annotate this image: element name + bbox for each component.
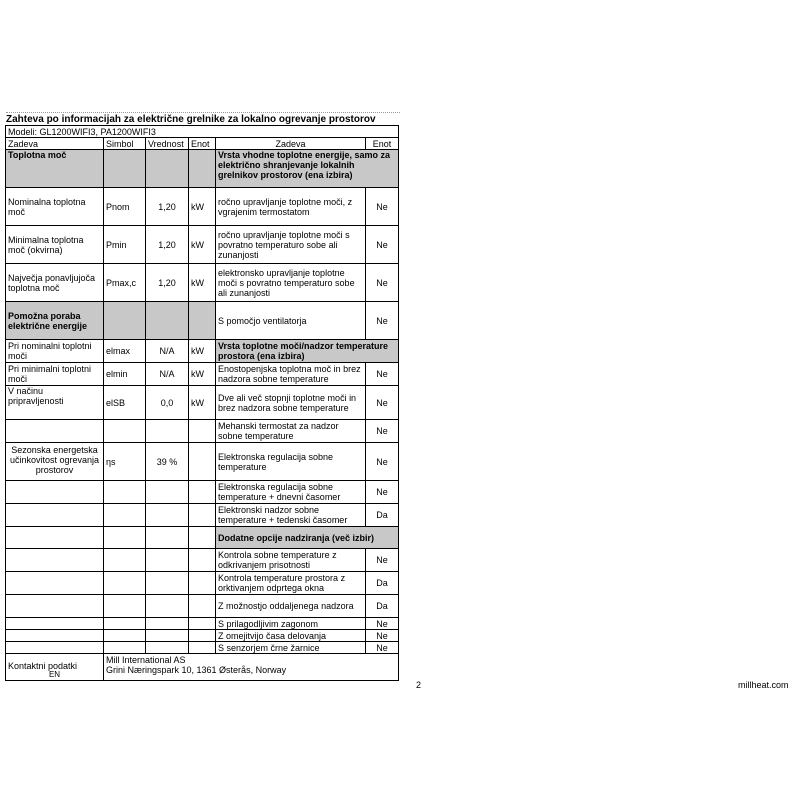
row-answer: Ne <box>366 264 399 302</box>
row-value: 1,20 <box>146 188 189 226</box>
row-unit: kW <box>189 340 216 363</box>
row-option: Kontrola sobne temperature z odkrivanjem prisotnosti <box>216 549 366 572</box>
contact-details <box>104 654 399 681</box>
row-symbol: Pmax,c <box>104 264 146 302</box>
row-unit: kW <box>189 363 216 386</box>
row-label: Pri nominalni toplotni moči <box>6 340 104 363</box>
seasonal-efficiency-value: 39 % <box>146 443 189 481</box>
section-additional-control: Dodatne opcije nadziranja (več izbir) <box>216 527 399 549</box>
row-symbol: Pnom <box>104 188 146 226</box>
row-answer: Da <box>366 595 399 618</box>
language-label: EN <box>48 670 61 679</box>
row-symbol: elmin <box>104 363 146 386</box>
row-option: Enostopenjska toplotna moč in brez nadzora sobne temperature <box>216 363 366 386</box>
row-answer: Ne <box>366 618 399 630</box>
row-answer: Ne <box>366 420 399 443</box>
header-right-unit: Enot <box>366 138 399 150</box>
table-row <box>6 340 399 363</box>
row-label: Nominalna toplotna moč <box>6 188 104 226</box>
row-option: Elektronska regulacija sobne temperature <box>216 443 366 481</box>
header-value: Vrednost <box>146 138 189 150</box>
row-option: S pomočjo ventilatorja <box>216 302 366 340</box>
row-value: N/A <box>146 363 189 386</box>
table-row <box>6 443 399 481</box>
row-option: S prilagodljivim zagonom <box>216 618 366 630</box>
table-row <box>6 226 399 264</box>
section-heat-output-control: Vrsta toplotne moči/nadzor temperature prostora (ena izbira) <box>216 340 399 363</box>
seasonal-efficiency-label: Sezonska energetska učinkovitost ogrevanja prostorov <box>6 443 104 481</box>
header-requirement: Zadeva <box>6 138 104 150</box>
row-symbol: elmax <box>104 340 146 363</box>
table-row <box>6 420 399 443</box>
row-answer: Ne <box>366 642 399 654</box>
row-option: S senzorjem črne žarnice <box>216 642 366 654</box>
row-value: N/A <box>146 340 189 363</box>
row-option: ročno upravljanje toplotne moči s povratno temperaturo sobe ali zunanjosti <box>216 226 366 264</box>
row-answer: Ne <box>366 443 399 481</box>
row-label: Največja ponavljujoča toplotna moč <box>6 264 104 302</box>
row-value: 0,0 <box>146 386 189 420</box>
table-row <box>6 504 399 527</box>
company-address: Grini Næringspark 10, 1361 Østerås, Norway <box>106 665 287 675</box>
row-symbol: Pmin <box>104 226 146 264</box>
section-heat-output: Toplotna moč <box>6 150 104 188</box>
table-row <box>6 572 399 595</box>
header-symbol: Simbol <box>104 138 146 150</box>
row-answer: Ne <box>366 188 399 226</box>
table-row <box>6 386 399 420</box>
site-url: millheat.com <box>738 680 789 690</box>
row-answer: Ne <box>366 630 399 642</box>
header-right-requirement: Zadeva <box>216 138 366 150</box>
models-cell: Modeli: GL1200WIFI3, PA1200WIFI3 <box>6 126 399 138</box>
row-label: V načinu pripravljenosti <box>6 386 104 420</box>
row-symbol: ηs <box>104 443 146 481</box>
row-answer: Ne <box>366 363 399 386</box>
company-name: Mill International AS <box>106 655 186 665</box>
page-number: 2 <box>416 680 422 690</box>
row-value: 1,20 <box>146 226 189 264</box>
row-option: Elektronski nadzor sobne temperature + tedenski časomer <box>216 504 366 527</box>
table-row <box>6 264 399 302</box>
row-answer: Da <box>366 504 399 527</box>
contact-row <box>6 654 399 681</box>
row-label: Pri minimalni toplotni moči <box>6 363 104 386</box>
table-row <box>6 363 399 386</box>
row-option: Kontrola temperature prostora z orktivanjem odprtega okna <box>216 572 366 595</box>
product-info-table <box>5 125 399 681</box>
row-value: 1,20 <box>146 264 189 302</box>
row-option: Elektronska regulacija sobne temperature + dnevni časomer <box>216 481 366 504</box>
section-aux-electricity: Pomožna poraba električne energije <box>6 302 104 340</box>
row-option: ročno upravljanje toplotne moči, z vgrajenim termostatom <box>216 188 366 226</box>
row-option: Z možnostjo oddaljenega nadzora <box>216 595 366 618</box>
section-heat-input-type: Vrsta vhodne toplotne energije, samo za električno shranjevanje lokalnih grelnikov prostorov (ena izbira) <box>216 150 399 188</box>
table-row <box>6 302 399 340</box>
row-answer: Ne <box>366 302 399 340</box>
row-option: Z omejitvijo časa delovanja <box>216 630 366 642</box>
row-unit: kW <box>189 226 216 264</box>
table-row <box>6 481 399 504</box>
row-option: Dve ali več stopnji toplotne moči in brez nadzora sobne temperature <box>216 386 366 420</box>
title-divider <box>6 112 400 113</box>
row-answer: Ne <box>366 481 399 504</box>
row-option: Mehanski termostat za nadzor sobne temperature <box>216 420 366 443</box>
contact-label: Kontaktni podatki <box>8 661 78 671</box>
row-answer: Ne <box>366 549 399 572</box>
header-unit: Enot <box>189 138 216 150</box>
row-option: elektronsko upravljanje toplotne moči s povratno temperaturo sobe ali zunanjosti <box>216 264 366 302</box>
row-unit: kW <box>189 264 216 302</box>
row-symbol: elSB <box>104 386 146 420</box>
row-answer: Ne <box>366 226 399 264</box>
table-row <box>6 618 399 630</box>
row-answer: Ne <box>366 386 399 420</box>
page-title: Zahteva po informacijah za električne grelnike za lokalno ogrevanje prostorov <box>6 114 376 125</box>
contact-label-cell <box>6 654 104 681</box>
row-label: Minimalna toplotna moč (okvirna) <box>6 226 104 264</box>
table-row <box>6 549 399 572</box>
table-row <box>6 188 399 226</box>
table-row <box>6 630 399 642</box>
row-unit: kW <box>189 188 216 226</box>
row-answer: Da <box>366 572 399 595</box>
table-row <box>6 642 399 654</box>
row-unit: kW <box>189 386 216 420</box>
table-row <box>6 595 399 618</box>
